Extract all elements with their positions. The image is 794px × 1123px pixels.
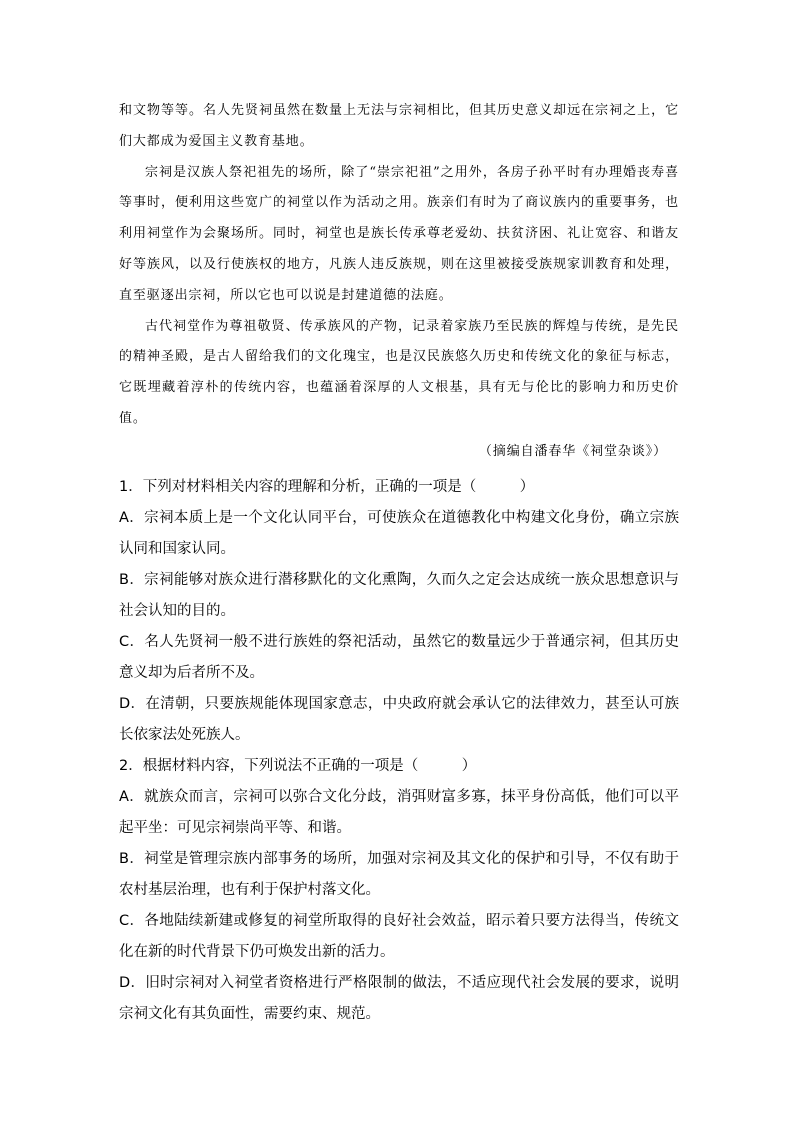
passage-paragraph-2: 宗祠是汉族人祭祀祖先的场所，除了“崇宗祀祖”之用外，各房子孙平时有办理婚丧寿喜等事时，便利用这些宽广的祠堂以作为活动之用。族亲们有时为了商议族内的重要事务，也利用祠堂作为会聚场所。同时，祠堂也是族长传承尊老爱幼、扶贫济困、礼让宽容、和谐友好等族风，以及行使族权的地方，凡族人违反族规，则在这里被接受族规家训教育和处理，直至驱逐出宗祠，所以它也可以说是封建道德的法庭。 [119, 164, 679, 303]
question-1 [119, 472, 679, 751]
question-1-option-b: B．宗祠能够对族众进行潜移默化的文化熏陶，久而久之定会达成统一族众思想意识与社会认知的目的。 [119, 572, 679, 619]
passage-paragraph-1: 和文物等等。名人先贤祠虽然在数量上无法与宗祠相比，但其历史意义却远在宗祠之上，它们大都成为爱国主义教育基地。 [119, 103, 679, 149]
question-1-option-c: C．名人先贤祠一般不进行族姓的祭祀活动，虽然它的数量远少于普通宗祠，但其历史意义却为后者所不及。 [119, 634, 679, 681]
reading-passage [119, 96, 679, 435]
passage-paragraph-3: 古代祠堂作为尊祖敬贤、传承族风的产物，记录着家族乃至民族的辉煌与传统，是先民的精神圣殿，是古人留给我们的文化瑰宝，也是汉民族悠久历史和传统文化的象征与标志，它既埋藏着淳朴的传统内容，也蕴涵着深厚的人文根基，具有无与伦比的影响力和历史价值。 [119, 318, 679, 426]
question-2 [119, 751, 679, 1030]
question-2-option-c: C．各地陆续新建或修复的祠堂所取得的良好社会效益，昭示着只要方法得当，传统文化在新的时代背景下仍可焕发出新的活力。 [119, 913, 679, 960]
questions-section [119, 472, 679, 1030]
question-2-stem: 2．根据材料内容，下列说法不正确的一项是（ ） [119, 758, 477, 774]
question-2-option-a: A．就族众而言，宗祠可以弥合文化分歧，消弭财富多寡，抹平身份高低，他们可以平起平坐：可见宗祠崇尚平等、和谐。 [119, 789, 679, 836]
question-1-option-d: D．在清朝，只要族规能体现国家意志，中央政府就会承认它的法律效力，甚至认可族长依家法处死族人。 [119, 696, 679, 743]
question-2-option-d: D．旧时宗祠对入祠堂者资格进行严格限制的做法，不适应现代社会发展的要求，说明宗祠文化有其负面性，需要约束、规范。 [119, 975, 679, 1022]
question-1-stem: 1．下列对材料相关内容的理解和分析，正确的一项是（ ） [119, 479, 535, 495]
question-1-option-a: A．宗祠本质上是一个文化认同平台，可使族众在道德教化中构建文化身份，确立宗族认同和国家认同。 [119, 510, 679, 557]
question-2-option-b: B．祠堂是管理宗族内部事务的场所，加强对宗祠及其文化的保护和引导，不仅有助于农村基层治理，也有利于保护村落文化。 [119, 851, 679, 898]
passage-source: （摘编自潘春华《祠堂杂谈》） [478, 444, 667, 459]
